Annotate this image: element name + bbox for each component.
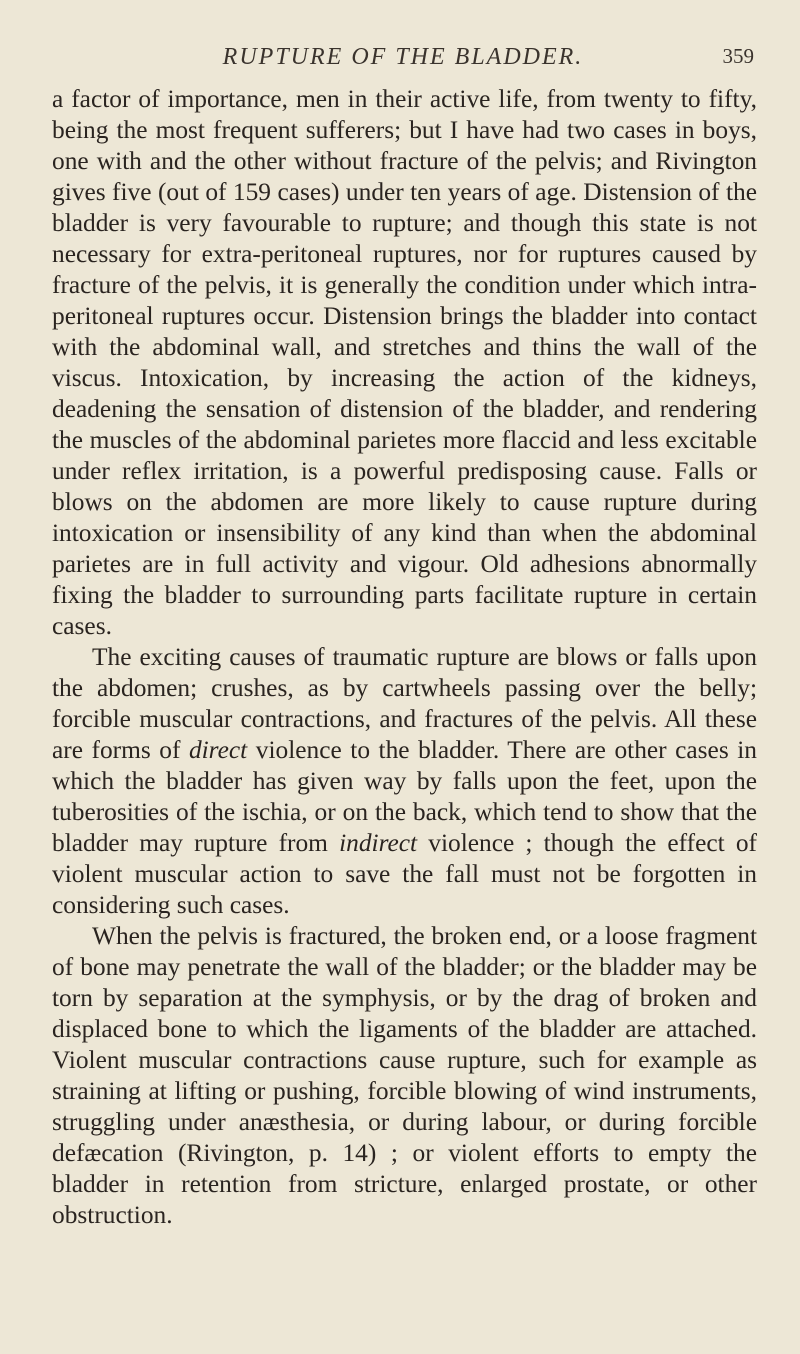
paragraph-2-text: violence ; though the effect of violent muscular action to save the fall must not be forgotten in considering such cases.	[52, 829, 757, 919]
running-head	[52, 44, 754, 84]
paragraph-2-text: The exciting causes of traumatic rupture are blows or falls upon the abdomen; crushes, as by cartwheels passing over the belly; forcible muscular contractions, and fractures of the pelvis. All these are forms of	[52, 643, 757, 764]
emphasis-direct: direct	[188, 736, 248, 764]
running-title: RUPTURE OF THE BLADDER.	[222, 44, 584, 70]
paragraph-1	[52, 84, 757, 642]
body-text	[52, 84, 757, 1231]
paragraph-3-text: When the pelvis is fractured, the broken end, or a loose fragment of bone may penetrate the wall of the bladder; or the bladder may be torn by separation at the symphysis, or by the drag of broken and displaced bone to which the ligaments of the bladder are attached. Violent muscular contractions cause rupture, such for example as straining at lifting or pushing, forcible blowing of wind instruments, struggling under anæsthesia, or during labour, or during forcible defæcation (Rivington, p. 14) ; or violent efforts to empty the bladder in retention from stricture, enlarged prostate, or other obstruction.	[52, 922, 757, 1229]
paragraph-2-text: violence to the bladder. There are other cases in which the bladder has given way by falls upon the feet, upon the tuberosities of the ischia, or on the back, which tend to show that the bladder may rupture from	[52, 736, 757, 857]
emphasis-indirect: indirect	[339, 829, 418, 857]
page-number: 359	[722, 44, 754, 68]
paragraph-1-text: a factor of importance, men in their active life, from twenty to fifty, being the most frequent sufferers; but I have had two cases in boys, one with and the other without fracture of the pelvis; and Rivington gives five (out of 159 cases) under ten years of age. Distension of the bladder is very favourable to rupture; and though this state is not necessary for extra-peritoneal ruptures, nor for ruptures caused by fracture of the pelvis, it is generally the condition under which intra-peritoneal ruptures occur. Distension brings the bladder into contact with the abdominal wall, and stretches and thins the wall of the viscus. Intoxication, by increasing the action of the kidneys, deadening the sensation of distension of the bladder, and rendering the muscles of the abdominal parietes more flaccid and less excitable under reflex irritation, is a powerful predisposing cause. Falls or blows on the abdomen are more likely to cause rupture during intoxication or insensibility of any kind than when the abdominal parietes are in full activity and vigour. Old adhesions abnormally fixing the bladder to surrounding parts facilitate rupture in certain cases.	[52, 85, 757, 640]
paragraph-2	[52, 642, 757, 921]
paragraph-3	[52, 921, 757, 1231]
